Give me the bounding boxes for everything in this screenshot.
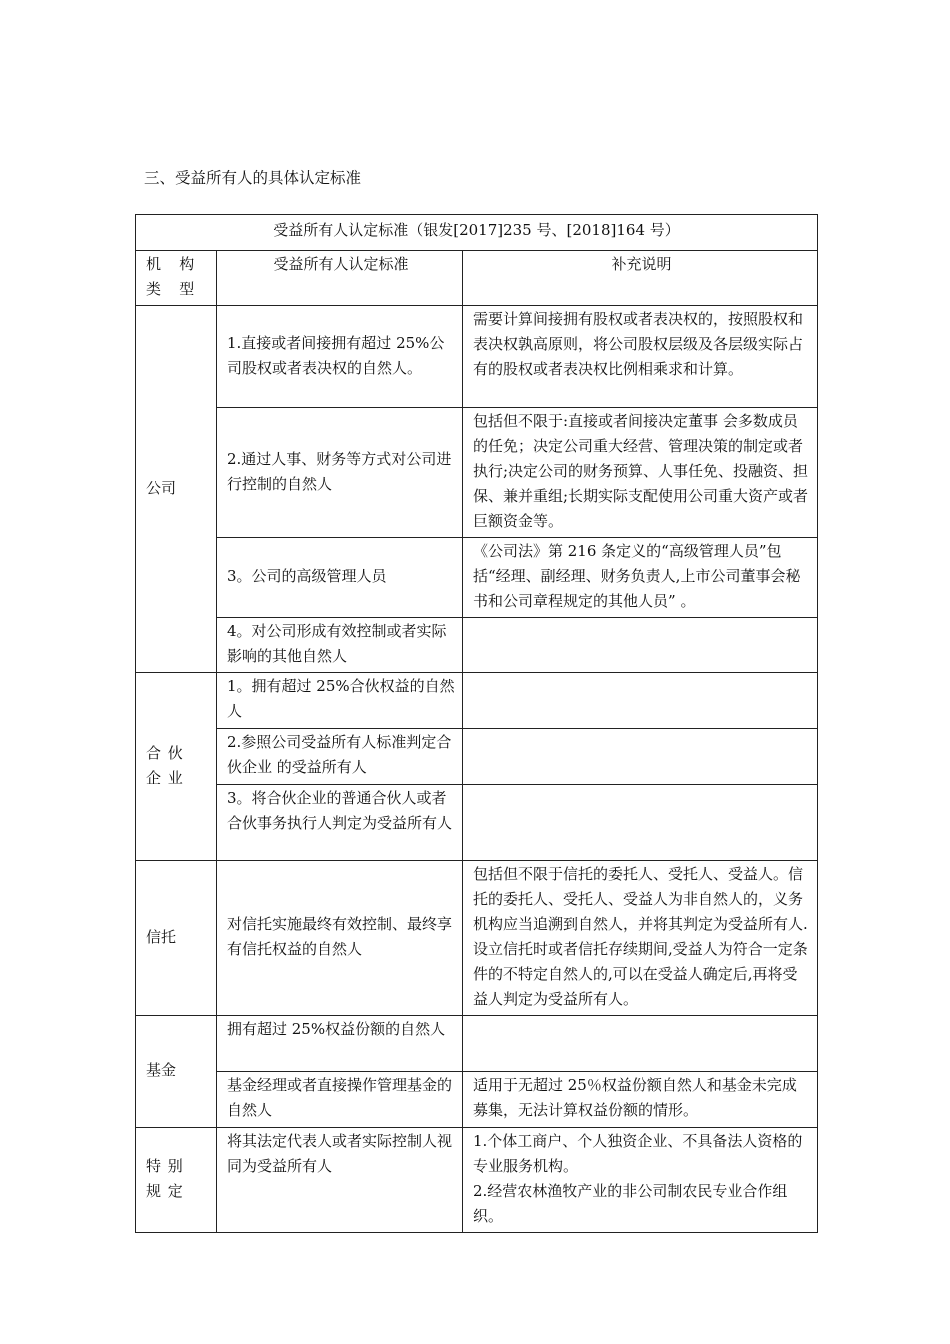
table-row [136,785,818,861]
header-row [136,251,818,306]
org-type-trust: 信托 [136,861,217,1016]
table-row [136,618,818,673]
org-type-special: 特别规定 [136,1128,217,1233]
table-row [136,729,818,785]
note-cell [463,618,818,673]
table-row [136,1016,818,1072]
note-cell: 包括但不限于信托的委托人、受托人、受益人。信托的委托人、受托人、受益人为非自然人的，义务机构应当追溯到自然人，并将其判定为受益所有人.设立信托时或者信托存续期间,受益人为符合一定条件的不特定自然人的,可以在受益人确定后,再将受益人判定为受益所有人。 [463,861,818,1016]
note-cell [463,1016,818,1072]
standard-cell: 1.直接或者间接拥有超过 25%公司股权或者表决权的自然人。 [217,306,463,408]
header-note: 补充说明 [463,251,818,306]
table-row [136,861,818,1016]
beneficial-owner-standards-table [135,214,818,1233]
header-org-type: 机 构 类 型 [136,251,217,306]
org-type-company: 公司 [136,306,217,673]
org-type-fund: 基金 [136,1016,217,1128]
note-line: 1.个体工商户、个人独资企业、不具备法人资格的专业服务机构。 [473,1132,803,1175]
table-row [136,408,818,538]
note-cell [463,673,818,729]
standard-cell: 将其法定代表人或者实际控制人视同为受益所有人 [217,1128,463,1233]
standard-cell: 对信托实施最终有效控制、最终享有信托权益的自然人 [217,861,463,1016]
table-row [136,538,818,618]
table-row [136,673,818,729]
standard-cell: 基金经理或者直接操作管理基金的自然人 [217,1072,463,1128]
table-row [136,1128,818,1233]
table-row [136,306,818,408]
note-cell [463,729,818,785]
note-line: 2.经营农林渔牧产业的非公司制农民专业合作组织。 [473,1182,788,1225]
standard-cell: 3。将合伙企业的普通合伙人或者合伙事务执行人判定为受益所有人 [217,785,463,861]
standard-cell: 2.通过人事、财务等方式对公司进行控制的自然人 [217,408,463,538]
table-title-row [136,215,818,251]
note-cell: 《公司法》第 216 条定义的“高级管理人员”包括“经理、副经理、财务负责人,上市公司董事会秘书和公司章程规定的其他人员” 。 [463,538,818,618]
table-row [136,1072,818,1128]
note-cell [463,1128,818,1233]
standard-cell: 1。拥有超过 25%合伙权益的自然人 [217,673,463,729]
header-standard: 受益所有人认定标准 [217,251,463,306]
standard-cell: 3。公司的高级管理人员 [217,538,463,618]
standard-cell: 拥有超过 25%权益份额的自然人 [217,1016,463,1072]
org-type-partnership: 合伙企业 [136,673,217,861]
note-cell: 需要计算间接拥有股权或者表决权的，按照股权和表决权孰高原则，将公司股权层级及各层级实际占有的股权或者表决权比例相乘求和计算。 [463,306,818,408]
note-cell: 适用于无超过 25％权益份额自然人和基金未完成募集，无法计算权益份额的情形。 [463,1072,818,1128]
standard-cell: 4。对公司形成有效控制或者实际影响的其他自然人 [217,618,463,673]
note-cell: 包括但不限于:直接或者间接决定董事 会多数成员的任免；决定公司重大经营、管理决策的制定或者执行;决定公司的财务预算、人事任免、投融资、担保、兼并重组;长期实际支配使用公司重大资产或者巨额资金等。 [463,408,818,538]
note-cell [463,785,818,861]
standard-cell: 2.参照公司受益所有人标准判定合伙企业 的受益所有人 [217,729,463,785]
table-title: 受益所有人认定标准（银发[2017]235 号、[2018]164 号） [136,215,818,251]
section-heading: 三、受益所有人的具体认定标准 [144,169,362,187]
